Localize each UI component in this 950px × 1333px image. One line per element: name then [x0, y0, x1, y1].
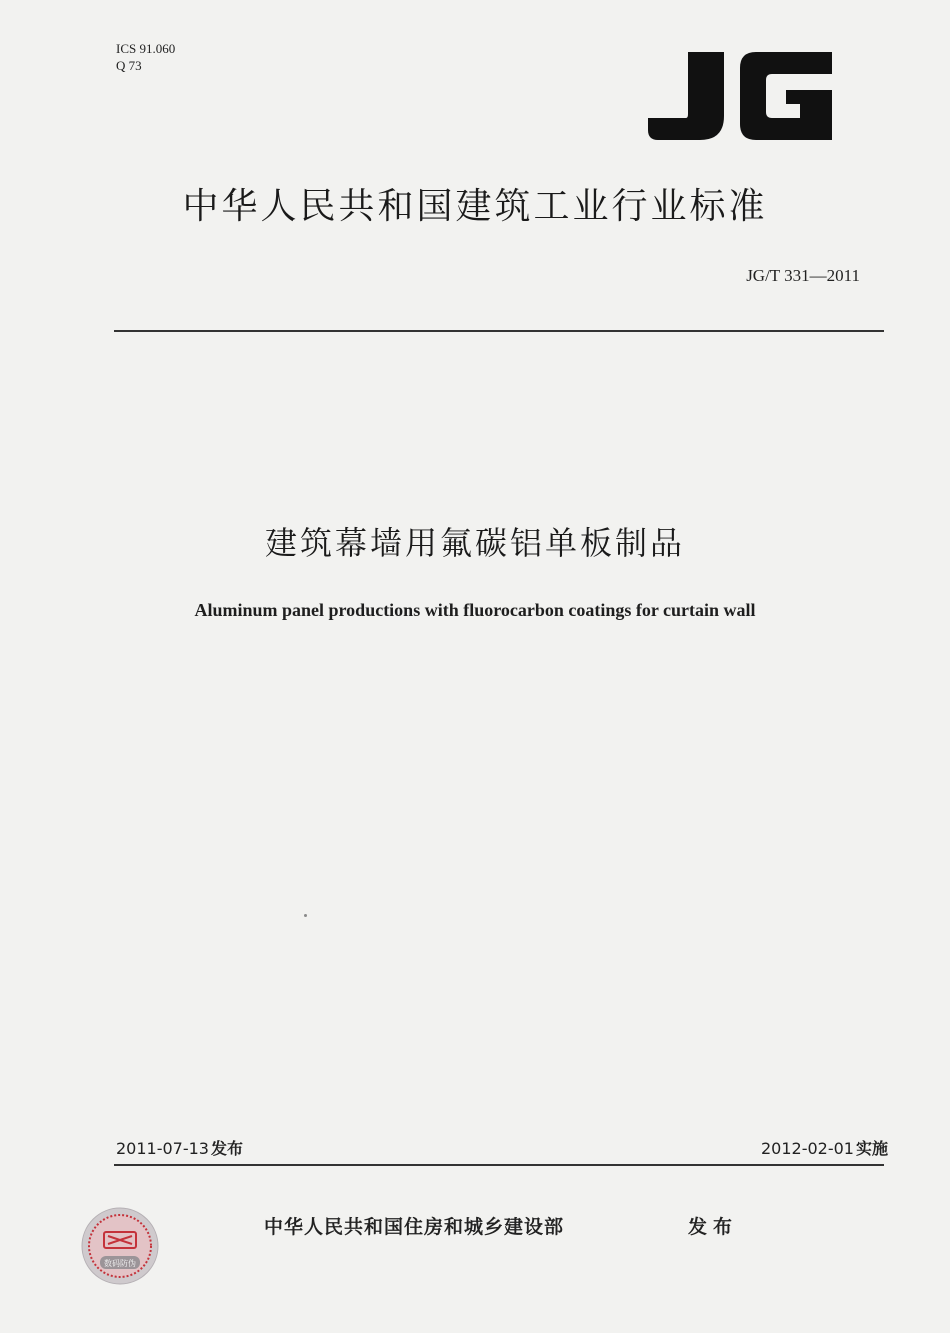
issue-word: 发布 [688, 1216, 739, 1238]
release-date-line [116, 1136, 243, 1159]
top-divider [114, 330, 884, 332]
seal-center-text: 数码防伪 [104, 1259, 136, 1268]
release-label: 发布 [210, 1139, 243, 1158]
standard-category: 中华人民共和国建筑工业行业标准 [182, 186, 768, 227]
class-code: Q 73 [116, 58, 142, 73]
jg-logo [648, 52, 832, 140]
title-chinese: 建筑幕墙用氟碳铝单板制品 [264, 524, 685, 562]
bottom-divider [114, 1164, 884, 1166]
effective-date: 2012-02-01 [761, 1139, 854, 1158]
release-date: 2011-07-13 [116, 1139, 209, 1158]
issuing-authority: 中华人民共和国住房和城乡建设部 [264, 1216, 565, 1238]
effective-date-line [761, 1136, 888, 1159]
anti-counterfeit-seal [80, 1206, 160, 1286]
classification-codes [116, 40, 175, 74]
title-english: Aluminum panel productions with fluorocarbon coatings for curtain wall [194, 600, 756, 620]
paper-speck [304, 914, 307, 917]
ics-code: ICS 91.060 [116, 41, 176, 56]
standard-number: JG/T 331—2011 [746, 266, 860, 285]
effective-label: 实施 [855, 1139, 888, 1158]
